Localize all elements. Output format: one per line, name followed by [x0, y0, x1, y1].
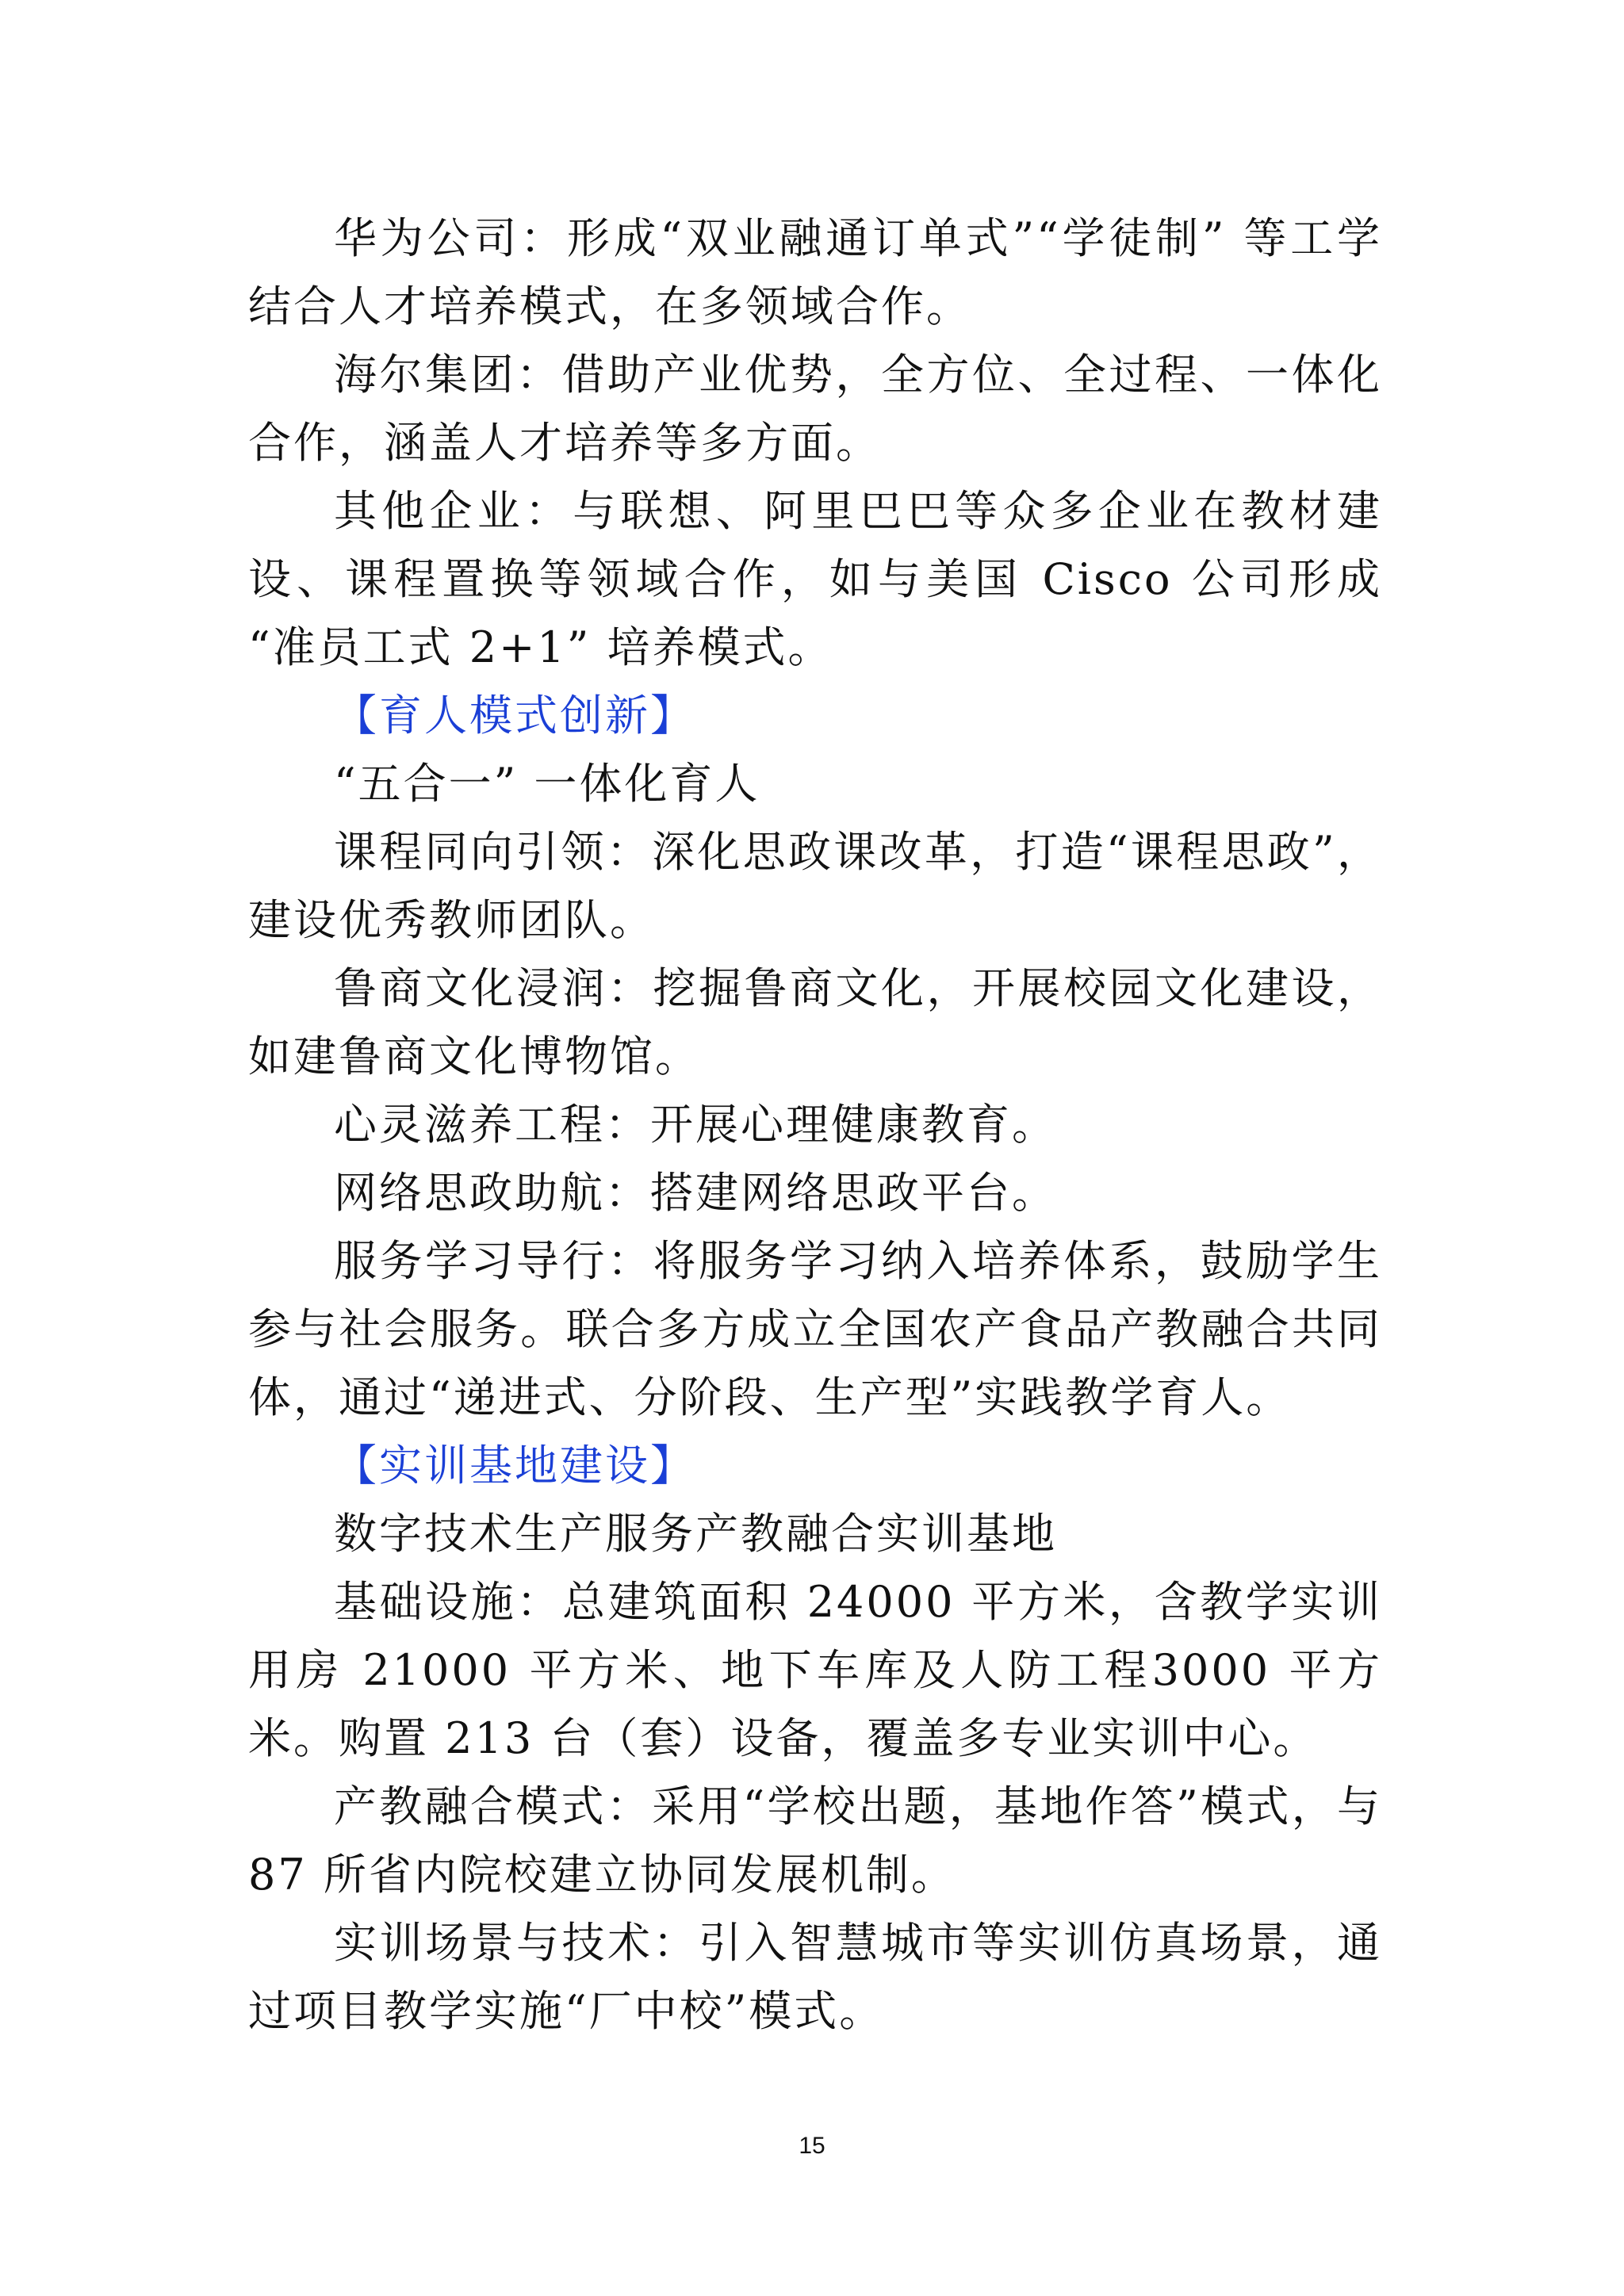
- section-subtitle-training-base: 数字技术生产服务产教融合实训基地: [334, 1509, 1057, 1559]
- education-item: 鲁商文化浸润：挖掘鲁商文化，开展校园文化建设，如建鲁商文化博物馆。: [248, 963, 1382, 1081]
- education-item: 服务学习导行：将服务学习纳入培养体系，鼓励学生参与社会服务。联合多方成立全国农产食品产教融合共同体，通过“递进式、分阶段、生产型”实践教学育人。: [248, 1236, 1382, 1422]
- section-subtitle-education-model: “五合一” 一体化育人: [334, 759, 760, 809]
- training-item: 基础设施：总建筑面积 24000 平方米，含教学实训用房 21000 平方米、地下车库及人防工程3000 平方米。购置 213 台（套）设备，覆盖多专业实训中心。: [248, 1577, 1382, 1763]
- training-item: 实训场景与技术：引入智慧城市等实训仿真场景，通过项目教学实施“厂中校”模式。: [248, 1918, 1382, 2036]
- paragraph-huawei: 华为公司：形成“双业融通订单式”“学徒制” 等工学结合人才培养模式，在多领域合作。: [248, 213, 1382, 331]
- paragraph-haier: 海尔集团：借助产业优势，全方位、全过程、一体化合作，涵盖人才培养等多方面。: [248, 350, 1382, 468]
- education-item: 课程同向引领：深化思政课改革，打造“课程思政”，建设优秀教师团队。: [248, 827, 1382, 945]
- section-heading-training-base: 【实训基地建设】: [334, 1441, 695, 1490]
- education-item: 网络思政助航：搭建网络思政平台。: [334, 1168, 1057, 1218]
- paragraph-other-enterprises: 其他企业：与联想、阿里巴巴等众多企业在教材建设、课程置换等领域合作，如与美国 Cisco 公司形成 “准员工式 2+1” 培养模式。: [248, 486, 1382, 672]
- page-number: 15: [799, 2133, 825, 2159]
- education-item: 心灵滋养工程：开展心理健康教育。: [334, 1100, 1057, 1150]
- training-item: 产教融合模式：采用“学校出题，基地作答”模式，与 87 所省内院校建立协同发展机制。: [248, 1781, 1382, 1900]
- page-content: [248, 205, 1382, 2045]
- section-heading-education-model: 【育人模式创新】: [334, 691, 695, 740]
